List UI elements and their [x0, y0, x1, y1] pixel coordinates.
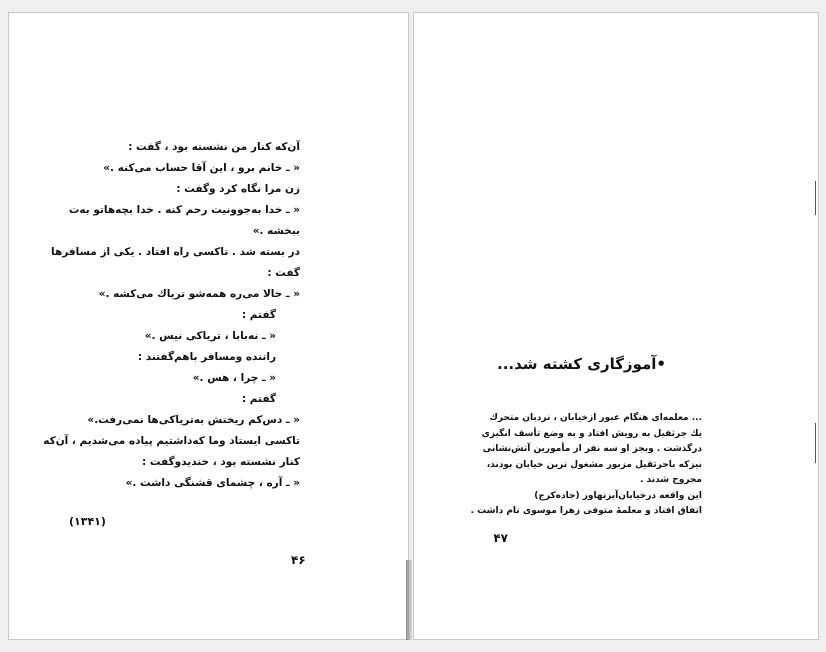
text-line: « ـ خدا به‌جوونیت رحم کنه . خدا بچه‌هاتو به‌ت	[68, 204, 300, 216]
scan-artifact	[815, 181, 816, 215]
text-line: « ـ آره ، چشمای قشنگی داشت .»	[125, 477, 300, 489]
chapter-title: •آموزگاری کشته شد...	[497, 355, 666, 373]
text-line: نیزکه باجرثقیل مزبور مشغول ترین خیابان بودند،	[486, 459, 702, 470]
text-line: تاکسی ایستاد وما که‌داشتیم پیاده می‌شدیم ، آن‌که	[43, 435, 300, 447]
right-page	[413, 12, 819, 640]
left-page-body	[43, 137, 300, 494]
text-line: « ـ حالا می‌ره همه‌شو تریاك می‌کشه .»	[98, 288, 300, 300]
text-line: آن‌که کنار من نشسته بود ، گفت :	[128, 141, 300, 153]
text-line: « ـ نه‌بابا ، تریاکی نیس .»	[144, 330, 276, 342]
text-line: یك جرثقیل به رویش افتاد و به وضع تأسف انگیزی	[481, 428, 702, 439]
text-line: این واقعه درخیابان‌آیزنهاور (جاده‌کرج)	[534, 490, 702, 501]
text-line: راننده ومسافر باهم‌گفتند :	[137, 351, 276, 363]
text-line: « ـ خانم برو ، این آقا حساب می‌کنه .»	[103, 162, 300, 174]
text-line: « ـ دس‌کم ریختش به‌تریاکی‌ها نمی‌رفت.»	[87, 414, 300, 426]
text-line: گفتم :	[241, 309, 276, 321]
page-number-left: ۴۶	[291, 553, 306, 567]
gutter-shadow	[406, 560, 412, 640]
text-line: اتفاق افتاد و معلمهٔ متوفی زهرا موسوی نام داشت .	[470, 506, 702, 516]
year-label: (۱۳۴۱)	[69, 515, 106, 528]
text-line: ... معلمه‌ای هنگام عبور ازخیابان ، نردبان متحرك	[489, 413, 702, 423]
right-page-body	[462, 411, 702, 520]
text-line: « ـ چرا ، هس .»	[192, 372, 276, 384]
text-line: مجروح شدند .	[639, 475, 702, 485]
text-line: ببخشه .»	[252, 225, 300, 237]
text-line: گفتم :	[241, 393, 276, 405]
left-page	[8, 12, 409, 640]
page-number-right: ۴۷	[493, 531, 508, 545]
text-line: زن مرا نگاه کرد وگفت :	[176, 183, 300, 195]
text-line: در بسته شد . تاکسی راه افتاد . یکی از مسافرها	[51, 246, 300, 258]
text-line: کنار نشسته بود ، خندیدوگفت :	[142, 456, 300, 468]
text-line: گفت :	[267, 267, 300, 279]
scan-artifact	[815, 423, 816, 463]
text-line: درگذشت . وبجز او سه نفر از مأمورین آتش‌نشانی	[482, 444, 702, 454]
